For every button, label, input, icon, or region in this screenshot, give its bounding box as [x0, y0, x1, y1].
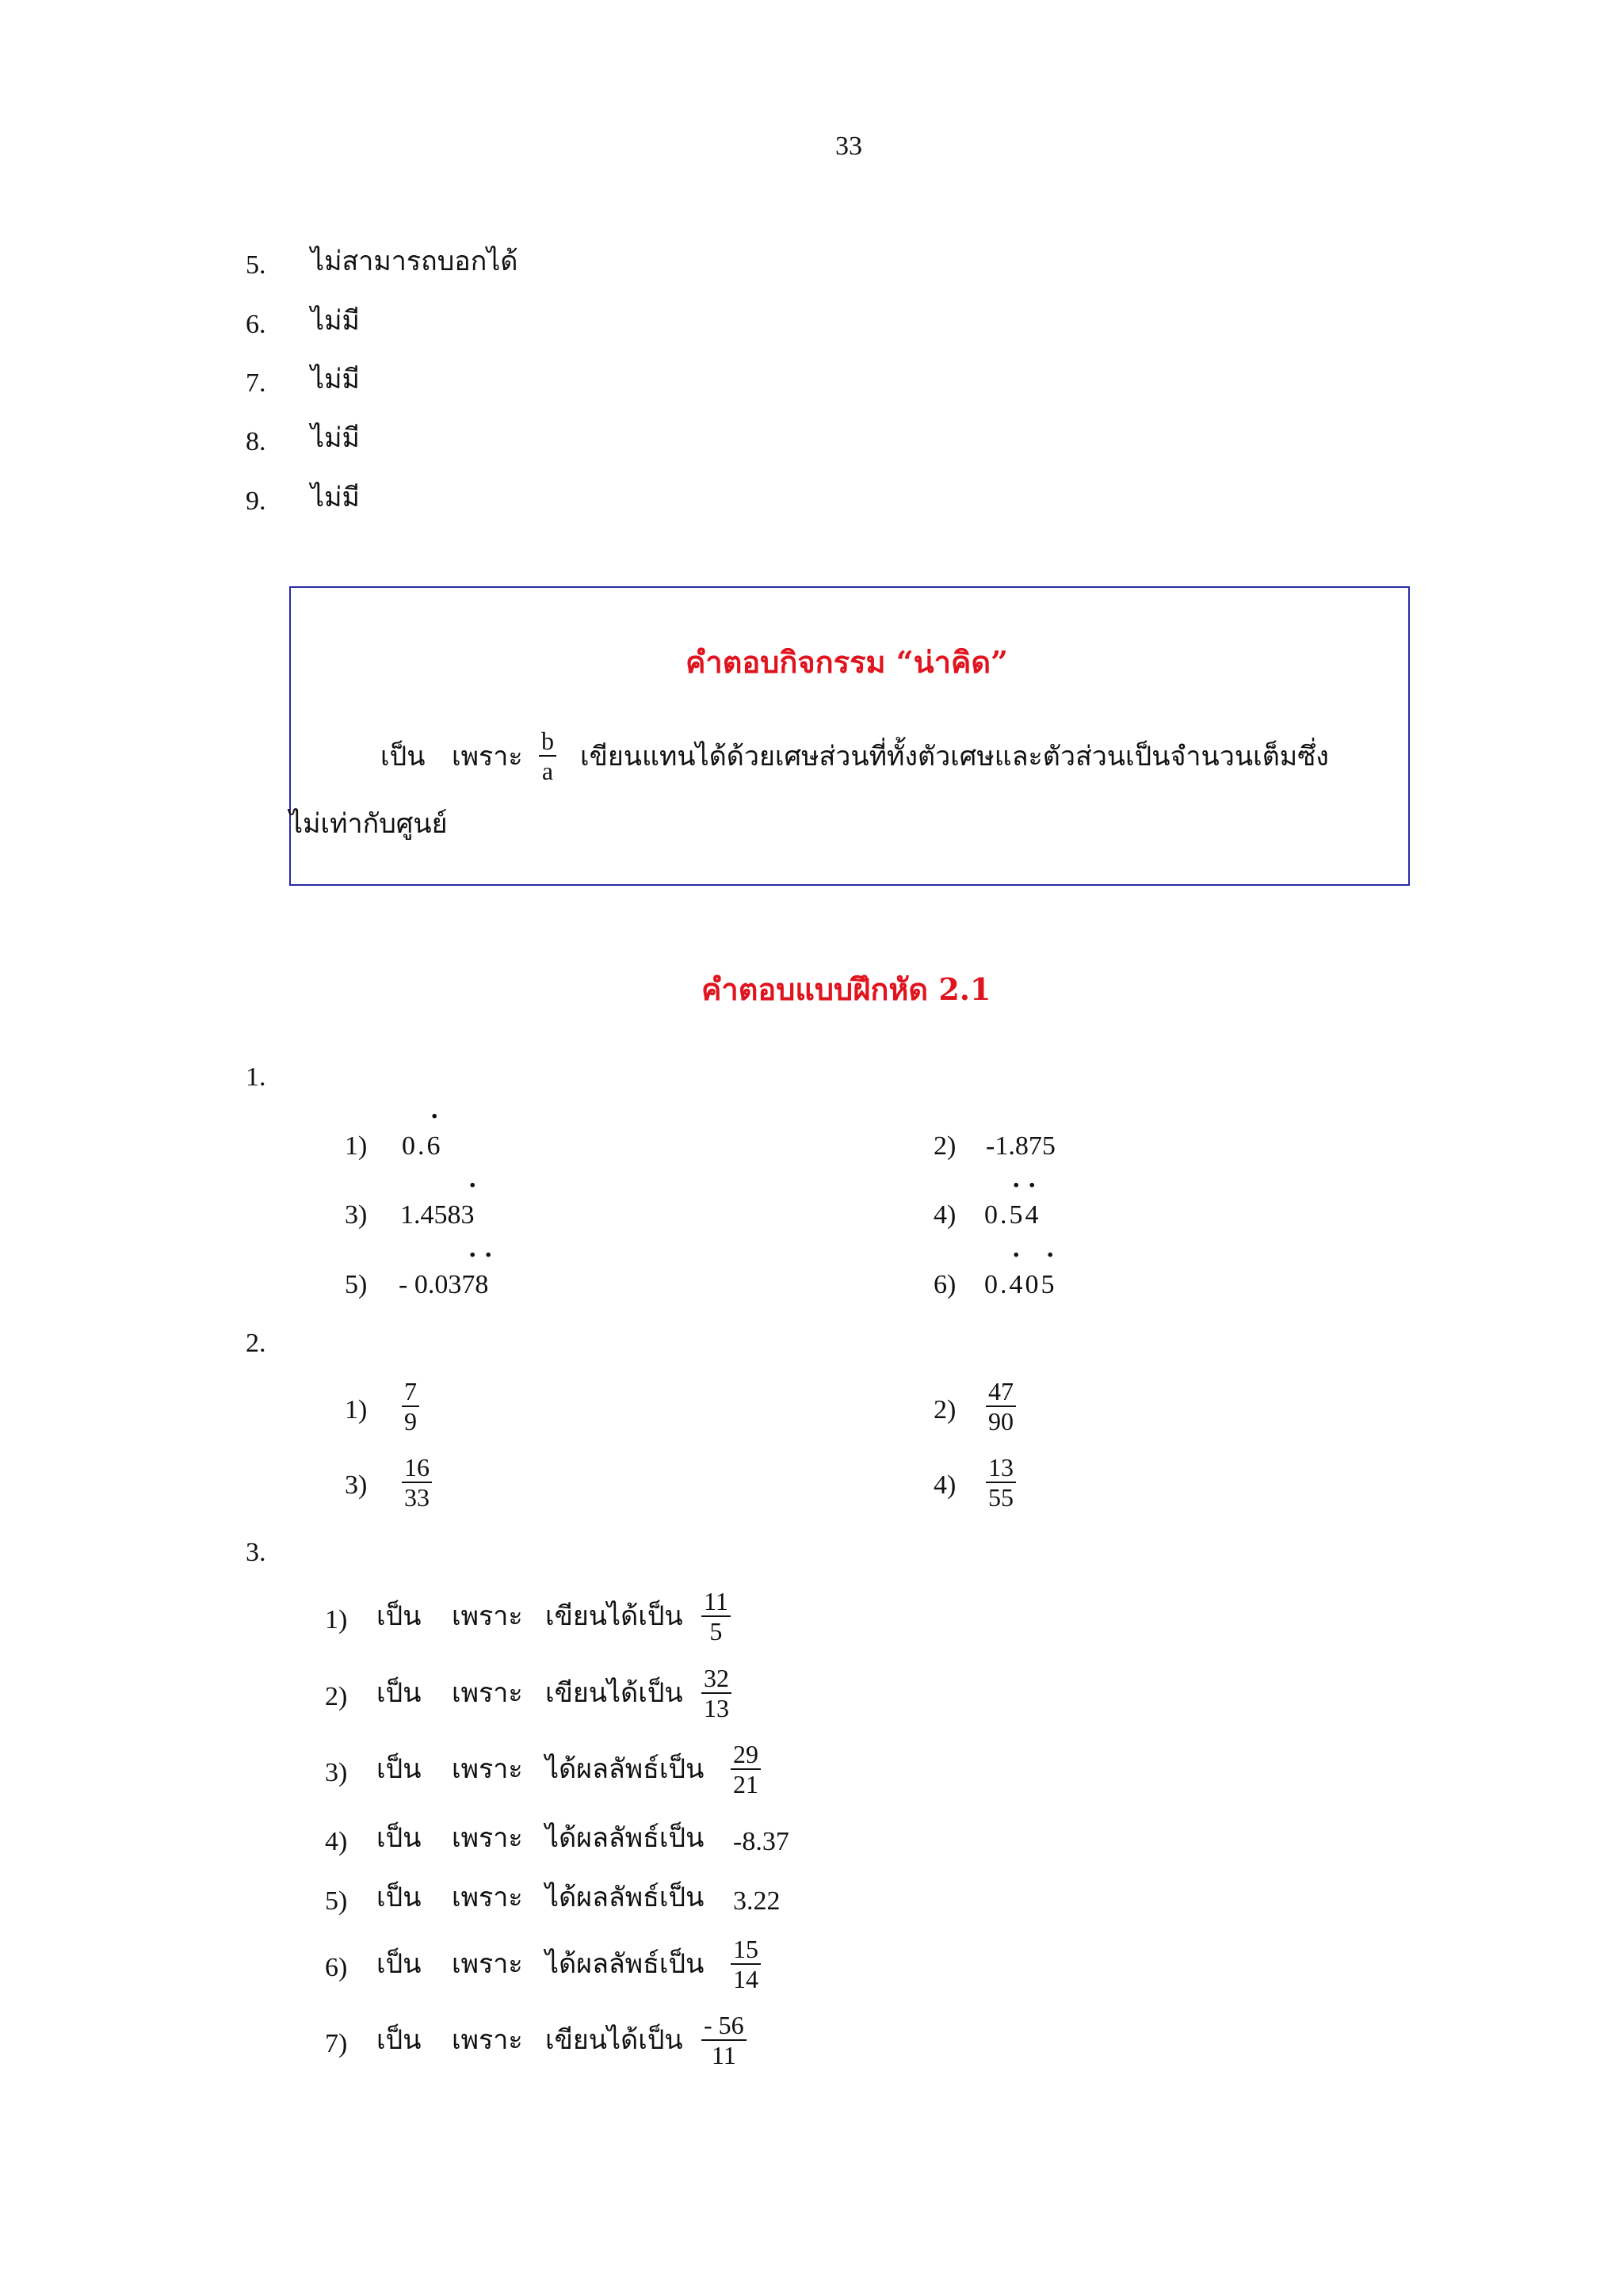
repeating-dot: .	[1046, 1235, 1055, 1263]
reason-text: ได้ผลลัพธ์เป็น	[545, 1753, 705, 1785]
answer-number: 2)	[325, 1682, 348, 1711]
fraction-denominator: 9	[404, 1407, 417, 1436]
answer-number: 3)	[345, 1470, 368, 1500]
fraction-b-over-a	[539, 727, 556, 785]
answer-number: 2)	[934, 1131, 957, 1161]
list-item-number: 6.	[246, 310, 266, 339]
word-because: เพราะ	[452, 1753, 523, 1785]
fraction-numerator: 15	[731, 1935, 761, 1965]
list-item-text: ไม่มี	[311, 305, 360, 337]
answer-number: 1)	[345, 1131, 368, 1161]
fraction-answer	[986, 1453, 1016, 1512]
decimal-answer: -1.875	[986, 1131, 1056, 1161]
fraction-denominator: 21	[733, 1770, 758, 1798]
repeating-dot: .	[1012, 1235, 1021, 1263]
decimal-answer: 0.405	[984, 1270, 1057, 1299]
fraction-denominator: 13	[704, 1694, 729, 1722]
repeating-dot: .	[1012, 1165, 1021, 1193]
word-because: เพราะ	[452, 1948, 523, 1980]
activity-answer-box	[289, 586, 1410, 886]
fraction-answer	[701, 2011, 747, 2069]
exercise-title: คำตอบแบบฝึกหัด 2.1	[701, 971, 991, 1007]
repeating-dot: .	[468, 1235, 477, 1263]
fraction-denominator: a	[541, 757, 554, 785]
activity-word-pen: เป็น	[380, 741, 426, 772]
decimal-answer: 0.54	[984, 1200, 1041, 1230]
word-pen: เป็น	[376, 1600, 422, 1632]
list-item-number: 9.	[246, 486, 266, 516]
fraction-answer	[402, 1453, 432, 1512]
answer-number: 1)	[325, 1605, 348, 1634]
fraction-denominator: 90	[988, 1407, 1014, 1436]
question-label: 3.	[246, 1538, 266, 1567]
fraction-answer	[986, 1377, 1016, 1436]
reason-text: ได้ผลลัพธ์เป็น	[545, 1822, 705, 1854]
word-pen: เป็น	[376, 1753, 422, 1785]
fraction-numerator: 32	[701, 1664, 731, 1694]
fraction-answer	[402, 1377, 419, 1436]
word-because: เพราะ	[452, 1882, 523, 1913]
fraction-answer	[701, 1587, 731, 1646]
reason-text: ได้ผลลัพธ์เป็น	[545, 1882, 705, 1913]
list-item-text: ไม่มี	[311, 482, 360, 513]
list-item-number: 8.	[246, 427, 266, 456]
reason-text: ได้ผลลัพธ์เป็น	[545, 1948, 705, 1980]
decimal-answer: 0.6	[402, 1131, 443, 1161]
list-item-text: ไม่มี	[311, 422, 360, 454]
reason-text: เขียนได้เป็น	[545, 1677, 683, 1709]
answer-number: 5)	[325, 1886, 348, 1916]
fraction-numerator: 29	[731, 1740, 761, 1770]
decimal-answer: 3.22	[733, 1886, 781, 1916]
word-pen: เป็น	[376, 1822, 422, 1854]
fraction-numerator: 11	[701, 1587, 731, 1617]
question-label: 1.	[246, 1062, 266, 1092]
fraction-numerator: 16	[402, 1453, 432, 1483]
answer-number: 7)	[325, 2029, 348, 2058]
repeating-dot: .	[484, 1235, 493, 1263]
answer-number: 5)	[345, 1270, 368, 1299]
decimal-answer: - 0.0378	[399, 1270, 489, 1299]
fraction-answer	[731, 1740, 761, 1798]
word-because: เพราะ	[452, 1600, 523, 1632]
answer-number: 3)	[325, 1758, 348, 1787]
word-because: เพราะ	[452, 2024, 523, 2056]
page-number: 33	[835, 132, 862, 161]
fraction-numerator: 47	[986, 1377, 1016, 1407]
answer-number: 2)	[934, 1395, 957, 1425]
word-pen: เป็น	[376, 1677, 422, 1709]
reason-text: เขียนได้เป็น	[545, 2024, 683, 2056]
repeating-dot: .	[1028, 1165, 1037, 1193]
decimal-answer: 1.4583	[400, 1200, 475, 1230]
answer-number: 6)	[934, 1270, 957, 1299]
fraction-denominator: 5	[709, 1617, 723, 1646]
fraction-denominator: 33	[404, 1483, 430, 1512]
answer-number: 1)	[345, 1395, 368, 1425]
word-because: เพราะ	[452, 1677, 523, 1709]
fraction-denominator: 55	[988, 1483, 1014, 1512]
word-pen: เป็น	[376, 1882, 422, 1913]
answer-number: 3)	[345, 1200, 368, 1230]
fraction-answer	[731, 1935, 761, 1993]
repeating-dot: .	[468, 1165, 477, 1193]
word-pen: เป็น	[376, 1948, 422, 1980]
fraction-denominator: 11	[711, 2041, 736, 2069]
list-item-number: 7.	[246, 368, 266, 398]
activity-word-because: เพราะ	[452, 741, 523, 772]
answer-number: 4)	[325, 1827, 348, 1856]
decimal-answer: -8.37	[733, 1827, 789, 1856]
fraction-numerator: 7	[402, 1377, 419, 1407]
fraction-answer	[701, 1664, 731, 1722]
list-item-number: 5.	[246, 250, 266, 280]
repeating-dot: .	[430, 1097, 439, 1124]
answer-number: 4)	[934, 1200, 957, 1230]
fraction-numerator: 13	[986, 1453, 1016, 1483]
fraction-numerator: b	[539, 727, 556, 757]
word-because: เพราะ	[452, 1822, 523, 1854]
list-item-text: ไม่สามารถบอกได้	[311, 246, 518, 277]
activity-box-title: คำตอบกิจกรรม “น่าคิด”	[685, 644, 1008, 680]
list-item-text: ไม่มี	[311, 364, 360, 395]
answer-number: 4)	[934, 1470, 957, 1500]
activity-explanation-line1: เขียนแทนได้ด้วยเศษส่วนที่ทั้งตัวเศษและตัวส่วนเป็นจำนวนเต็มซึ่ง	[580, 741, 1329, 772]
word-pen: เป็น	[376, 2024, 422, 2056]
fraction-denominator: 14	[733, 1965, 758, 1993]
activity-explanation-line2: ไม่เท่ากับศูนย์	[289, 808, 448, 840]
answer-number: 6)	[325, 1953, 348, 1982]
fraction-numerator: - 56	[701, 2011, 747, 2041]
question-label: 2.	[246, 1329, 266, 1358]
reason-text: เขียนได้เป็น	[545, 1600, 683, 1632]
